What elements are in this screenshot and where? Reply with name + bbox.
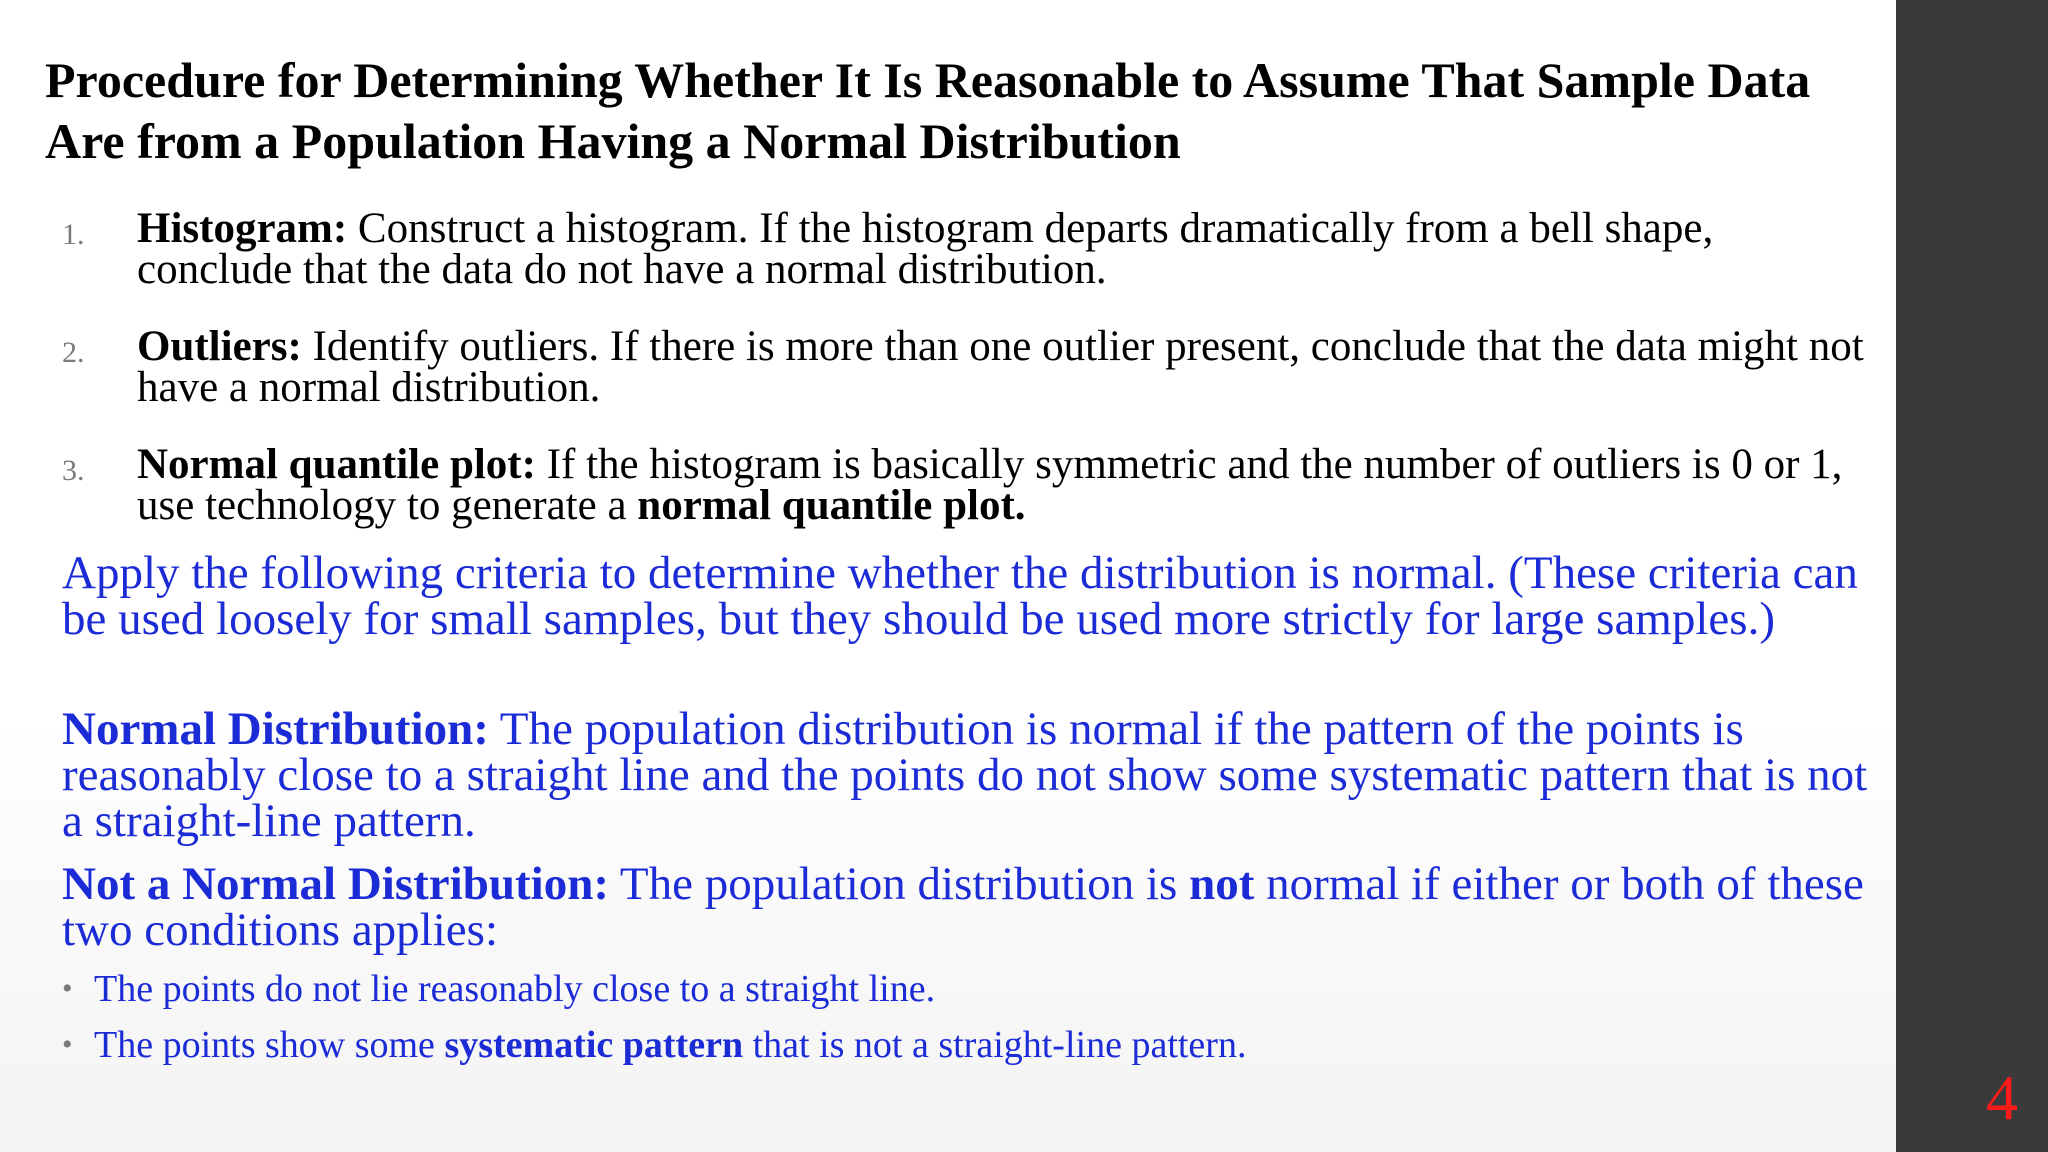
step-number: 2. xyxy=(62,336,85,369)
step-description: Identify outliers. If there is more than one outlier present, conclude that the data might not have a normal distribution. xyxy=(137,323,1864,411)
criterion-emphasis: not xyxy=(1189,858,1255,910)
step-description: If the histogram is basically symmetric and the number of outliers is 0 or 1, use technology to generate a xyxy=(137,441,1843,529)
list-item xyxy=(62,1022,1862,1078)
step-emphasis: normal quantile plot. xyxy=(637,482,1026,529)
slide-number: 4 xyxy=(1986,1062,2018,1133)
step-label: Histogram: xyxy=(137,205,348,252)
step-outliers xyxy=(62,323,1872,411)
normal-distribution-criterion xyxy=(62,703,1892,847)
bullet-icon: • xyxy=(62,1028,73,1061)
bullet-text: that is not a straight-line pattern. xyxy=(743,1024,1247,1066)
not-normal-distribution-criterion xyxy=(62,858,1892,956)
step-histogram xyxy=(62,205,1872,293)
criteria-intro: Apply the following criteria to determine whether the distribution is normal. (These criteria can be used loosely for small samples, but they should be used more strictly for large samples.) xyxy=(62,547,1858,645)
slide-title: Procedure for Determining Whether It Is Reasonable to Assume That Sample Data Are from a Population Having a Normal Distribution xyxy=(45,52,1811,169)
bullet-text: The points show some xyxy=(94,1024,445,1066)
criterion-label: Not a Normal Distribution: xyxy=(62,858,609,910)
bullet-emphasis: systematic pattern xyxy=(444,1024,744,1066)
step-number: 3. xyxy=(62,454,85,487)
step-number: 1. xyxy=(62,218,85,251)
criterion-text: normal if either or both of these two conditions applies: xyxy=(62,858,1864,956)
step-description: Construct a histogram. If the histogram departs dramatically from a bell shape, conclude that the data do not have a normal distribution. xyxy=(137,205,1714,293)
step-label: Outliers: xyxy=(137,323,302,370)
conditions-list xyxy=(62,966,1862,1078)
list-item xyxy=(62,966,1862,1022)
criterion-text: The population distribution is normal if the pattern of the points is reasonably close to a straight line and the points do not show some systematic pattern that is not a straight-line pattern. xyxy=(62,703,1868,847)
bullet-text: The points do not lie reasonably close to a straight line. xyxy=(94,968,936,1010)
criterion-label: Normal Distribution: xyxy=(62,703,489,755)
procedure-steps xyxy=(62,205,1872,562)
step-normal-quantile-plot xyxy=(62,441,1872,529)
slide-sidebar xyxy=(1896,0,2048,1152)
bullet-icon: • xyxy=(62,972,73,1005)
criterion-text: The population distribution is xyxy=(609,858,1190,910)
step-label: Normal quantile plot: xyxy=(137,441,536,488)
